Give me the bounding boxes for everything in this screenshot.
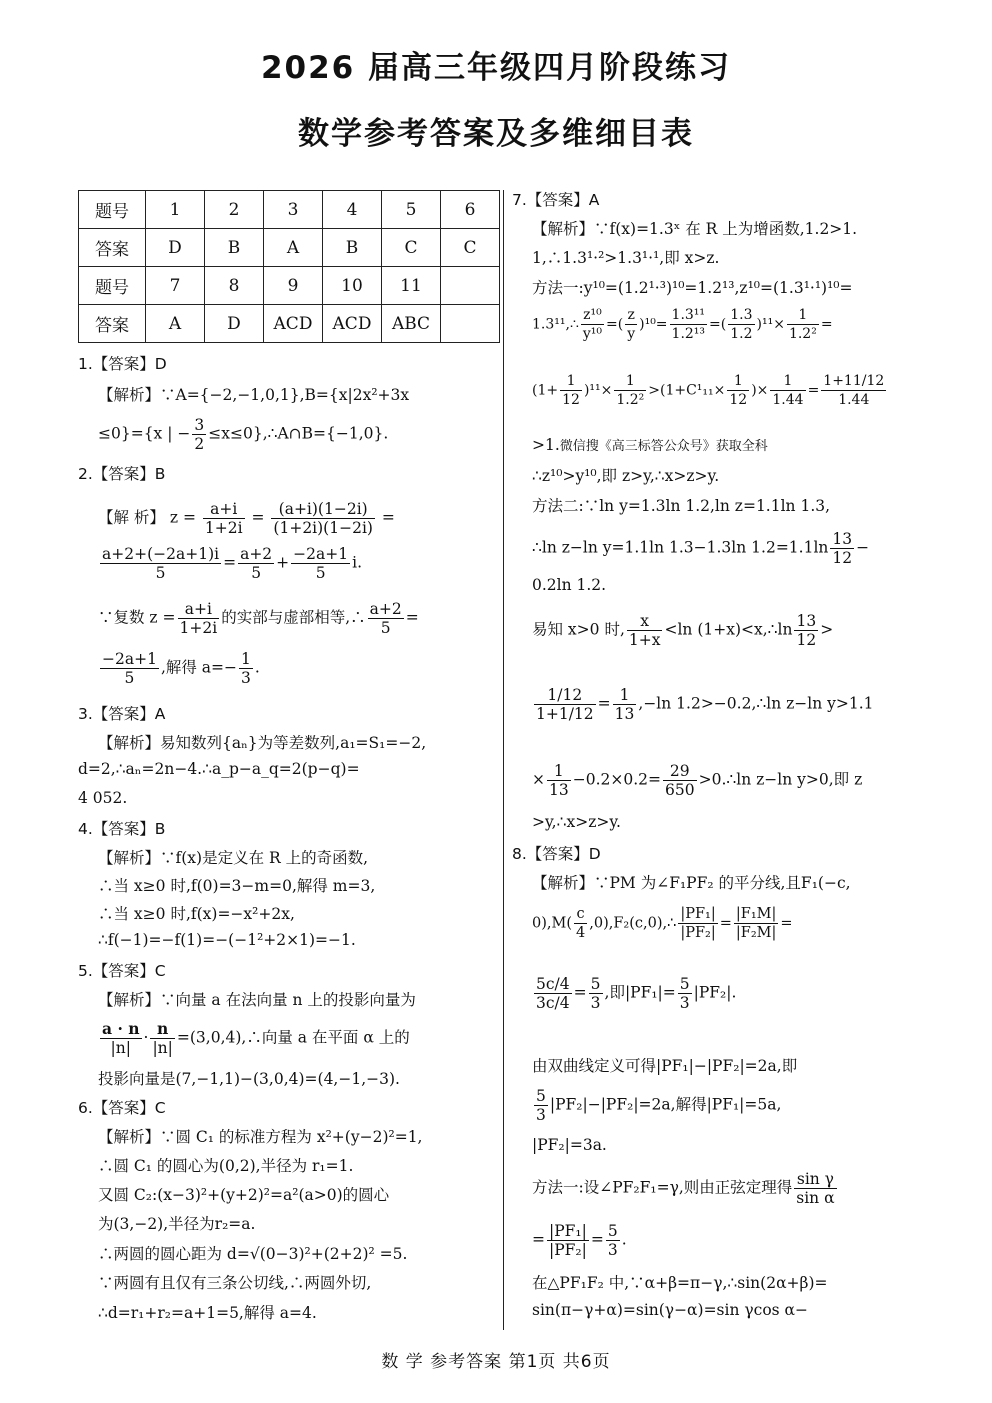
answer-table-cell: A	[264, 229, 323, 267]
q6-explain-line: ∵两圆有且仅有三条公切线,∴两圆外切,	[98, 1274, 372, 1292]
q7-explain-line: >1.微信搜《高三标答公众号》获取全科	[532, 436, 768, 454]
q1-explain-line: 【解析】∵A={−2,−1,0,1},B={x|2x²+3x	[98, 386, 410, 404]
q7-explain-line: 【解析】∵f(x)=1.3ˣ 在 R 上为增函数,1.2>1.	[532, 220, 858, 238]
q7-explain-line: 0.2ln 1.2.	[532, 576, 607, 594]
q2-explain-line: ∵复数 z = $\frac{a+i}{1+2i}$ 的实部与虚部相等,∴ $\frac{a+2}{5}$ =	[98, 600, 419, 637]
q7-explain-line: 方法一:y¹⁰=(1.2¹·³)¹⁰=1.2¹³,z¹⁰=(1.3¹·¹)¹⁰=	[532, 279, 853, 297]
q5-explain-line: $\frac{a \cdot n}{|n|}$ · $\frac{n}{|n|}$ =(3,0,4),∴向量 a 在平面 α 上的	[102, 1019, 410, 1057]
q2-explain-line: $\frac{a+2+(-2a+1)i}{5}$ = $\frac{a+2}{5}$ + $\frac{-2a+1}{5}$ i.	[102, 545, 363, 582]
q7-explain-line: ∴ln z−ln y=1.1ln 1.3−1.3ln 1.2=1.1ln $\frac{13}{12}$ −	[532, 530, 870, 567]
q4-answer: 4.【答案】B	[78, 820, 166, 838]
answer-table-row	[79, 229, 500, 267]
q4-explain-line: 【解析】∵f(x)是定义在 R 上的奇函数,	[98, 849, 369, 867]
answer-table-cell: 5	[382, 191, 441, 229]
q7-explain-line: $\frac{1/12}{1+1/12}$ = $\frac{1}{13}$ ,−ln 1.2>−0.2,∴ln z−ln y>1.1	[536, 686, 874, 723]
answer-table-cell: C	[441, 229, 500, 267]
q6-explain-line: 为(3,−2),半径为r₂=a.	[98, 1215, 256, 1233]
answer-table-cell: 8	[205, 267, 264, 305]
q7-explain-line: 易知 x>0 时, $\frac{x}{1+x}$ <ln (1+x)<x,∴ln $\frac{13}{12}$ >	[532, 612, 834, 649]
answer-table-cell: 9	[264, 267, 323, 305]
answer-table-cell: A	[146, 305, 205, 343]
q7-explain-line: 方法二:∵ln y=1.3ln 1.2,ln z=1.1ln 1.3,	[532, 497, 831, 515]
answer-table-cell: 7	[146, 267, 205, 305]
q5-explain-line: 【解析】∵向量 a 在法向量 n 上的投影向量为	[98, 991, 416, 1009]
answer-table-row	[79, 267, 500, 305]
q6-explain-line: ∴两圆的圆心距为 d=√(0−3)²+(2+2)² =5.	[98, 1245, 408, 1263]
answer-table-cell: C	[382, 229, 441, 267]
q8-explain-line: = $\frac{\text{|PF₁|}}{\text{|PF₂|}}$ = $\frac{5}{3}$ .	[532, 1222, 627, 1259]
answer-table-row	[79, 305, 500, 343]
q8-explain-line: sin(π−γ+α)=sin(γ−α)=sin γcos α−	[532, 1301, 808, 1319]
q6-explain-line: 又圆 C₂:(x−3)²+(y+2)²=a²(a>0)的圆心	[98, 1186, 390, 1204]
answer-table-cell: 11	[382, 267, 441, 305]
q4-explain-line: ∴当 x≥0 时,f(0)=3−m=0,解得 m=3,	[98, 877, 376, 895]
answer-table-cell: B	[323, 229, 382, 267]
q1-answer: 1.【答案】D	[78, 355, 167, 373]
q3-explain-line: d=2,∴aₙ=2n−4.∴a_p−a_q=2(p−q)=	[78, 760, 360, 778]
answer-table-cell: ABC	[382, 305, 441, 343]
q6-answer: 6.【答案】C	[78, 1099, 166, 1117]
answer-table-cell: 4	[323, 191, 382, 229]
answer-table-cell: ACD	[323, 305, 382, 343]
q8-explain-line: |PF₂|=3a.	[532, 1136, 607, 1154]
q8-answer: 8.【答案】D	[512, 845, 601, 863]
answer-table	[78, 190, 500, 343]
q7-explain-line: >y,∴x>z>y.	[532, 813, 621, 831]
q5-explain-line: 投影向量是(7,−1,1)−(3,0,4)=(4,−1,−3).	[98, 1070, 400, 1088]
answer-table-cell	[441, 267, 500, 305]
q3-answer: 3.【答案】A	[78, 705, 166, 723]
q1-explain-line: ≤0}={x | − $\frac{3}{2}$ ≤x≤0},∴A∩B={−1,0}.	[98, 416, 389, 453]
page-footer: 数 学 参考答案 第1页 共6页	[381, 1352, 611, 1372]
q7-explain-line: (1+ $\frac{1}{12}$ )¹¹× $\frac{1}{\text{1.2²}}$ >(1+C¹₁₁× $\frac{1}{12}$ )× $\frac{1}{1.44}$ = $\frac{1+11/12}{1.44}$	[532, 373, 885, 408]
answer-table-header-cell: 答案	[79, 229, 146, 267]
answer-table-cell: D	[146, 229, 205, 267]
q3-explain-line: 【解析】易知数列{aₙ}为等差数列,a₁=S₁=−2,	[98, 734, 427, 752]
answer-table-header-cell: 答案	[79, 305, 146, 343]
column-divider	[503, 190, 504, 1330]
answer-table-cell: 1	[146, 191, 205, 229]
q5-answer: 5.【答案】C	[78, 962, 166, 980]
answer-table-cell: 2	[205, 191, 264, 229]
q3-explain-line: 4 052.	[78, 789, 128, 807]
q7-explain-line: ∴z¹⁰>y¹⁰,即 z>y,∴x>z>y.	[532, 467, 720, 485]
document-title: 2026 届高三年级四月阶段练习	[260, 50, 732, 86]
q7-explain-line: × $\frac{1}{13}$ −0.2×0.2= $\frac{29}{650}$ >0.∴ln z−ln y>0,即 z	[532, 762, 863, 799]
answer-table-cell: 6	[441, 191, 500, 229]
answer-table-header-cell: 题号	[79, 191, 146, 229]
q4-explain-line: ∴当 x≥0 时,f(x)=−x²+2x,	[98, 905, 295, 923]
answer-table-header-cell: 题号	[79, 267, 146, 305]
answer-table-cell	[441, 305, 500, 343]
answer-table-cell: 3	[264, 191, 323, 229]
watermark-text: 微信搜《高三标答公众号》获取全科	[559, 439, 768, 454]
q6-explain-line: 【解析】∵圆 C₁ 的标准方程为 x²+(y−2)²=1,	[98, 1128, 423, 1146]
q8-explain-line: 方法一:设∠PF₂F₁=γ,则由正弦定理得 $\frac{\text{sin γ}}{\text{sin α}}$	[532, 1170, 835, 1207]
q8-explain-line: 在△PF₁F₂ 中,∵α+β=π−γ,∴sin(2α+β)=	[532, 1274, 828, 1292]
answer-table-cell: D	[205, 305, 264, 343]
answer-table-row	[79, 191, 500, 229]
q8-explain-line: 由双曲线定义可得|PF₁|−|PF₂|=2a,即	[532, 1057, 798, 1075]
answer-table-cell: B	[205, 229, 264, 267]
q8-explain-line: $\frac{5c/4}{3c/4}$ = $\frac{5}{3}$ ,即|PF₁|= $\frac{5}{3}$ |PF₂|.	[536, 975, 737, 1012]
q6-explain-line: ∴d=r₁+r₂=a+1=5,解得 a=4.	[98, 1304, 317, 1322]
document-subtitle: 数学参考答案及多维细目表	[298, 116, 694, 152]
q2-explain-line: $\frac{-2a+1}{5}$ ,解得 a=− $\frac{1}{3}$ .	[102, 650, 260, 687]
q2-answer: 2.【答案】B	[78, 465, 166, 483]
q7-answer: 7.【答案】A	[512, 191, 600, 209]
q6-explain-line: ∴圆 C₁ 的圆心为(0,2),半径为 r₁=1.	[98, 1157, 354, 1175]
q2-explain-line: 【解 析】 z = $\frac{a+i}{1+2i}$ = $\frac{(a+i)(1-2i)}{(1+2i)(1-2i)}$ =	[98, 500, 395, 537]
q8-explain-line: $\frac{5}{3}$ |PF₂|−|PF₂|=2a,解得|PF₁|=5a,	[536, 1087, 782, 1124]
q4-explain-line: ∴f(−1)=−f(1)=−(−1²+2×1)=−1.	[98, 931, 356, 949]
answer-table-cell: ACD	[264, 305, 323, 343]
answer-table-cell: 10	[323, 267, 382, 305]
q8-explain-line: 0),M( $\frac{c}{4}$ ,0),F₂(c,0),∴ $\frac{\text{|PF₁|}}{\text{|PF₂|}}$ = $\frac{\text{|F₁M|}}{\text{|F₂M|}}$ =	[532, 906, 793, 941]
q8-explain-line: 【解析】∵PM 为∠F₁PF₂ 的平分线,且F₁(−c,	[532, 874, 851, 892]
q7-explain-line: 1,∴1.3¹·²>1.3¹·¹,即 x>z.	[532, 249, 720, 267]
q7-explain-line: 1.3¹¹,∴ $\frac{\text{z¹⁰}}{\text{y¹⁰}}$ =( $\frac{z}{y}$ )¹⁰= $\frac{\text{1.3¹¹}}{\text{1.2¹³}}$ =( $\frac{1.3}{1.2}$ )¹¹× $\frac{1}{\text{1.2²}}$ =	[532, 307, 833, 342]
